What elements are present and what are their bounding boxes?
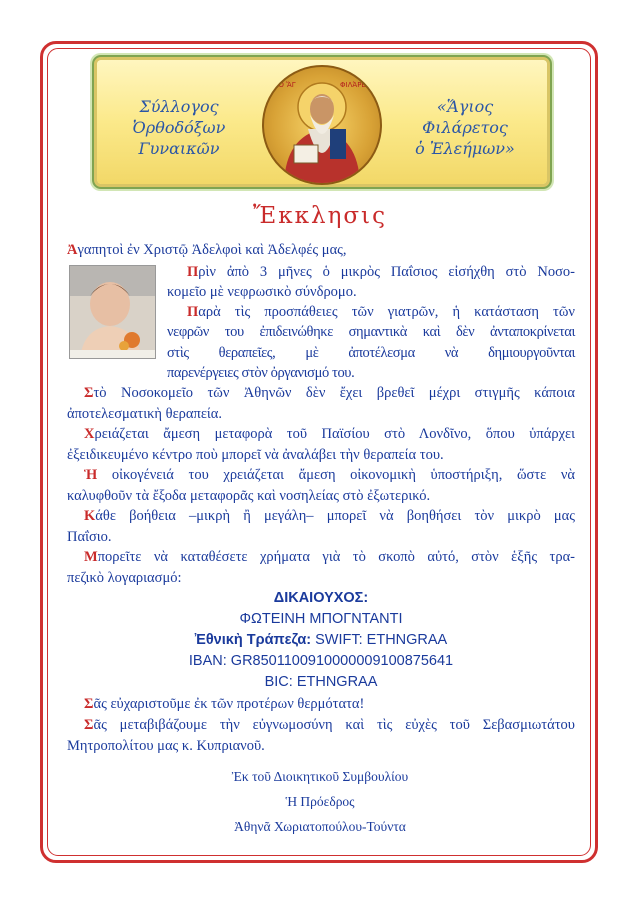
- drop-cap: Σ: [84, 717, 94, 733]
- drop-cap: Ἡ: [84, 467, 98, 483]
- paragraph-line: καλυφθοῦν τὰ ἔξοδα μεταφορᾶς καὶ νοσηλείας στὸ ἐξωτερικό.: [67, 487, 431, 504]
- paragraph-line: οἰκογένειά του χρειάζεται ἄμεση οἰκονομικὴ ὑποστήριξη, ὥστε νὰ: [97, 467, 575, 483]
- paragraph-line: νεφρῶν του ἐπιδεινώθηκε σημαντικὰ καὶ δὲν ἀνταποκρίνεται: [167, 324, 575, 340]
- paragraph-line: ᾶς εὐχαριστοῦμε ἐκ τῶν προτέρων θερμότατα!: [93, 696, 365, 712]
- saint-icon-image: [262, 65, 382, 185]
- paragraph-7: [67, 547, 575, 588]
- drop-cap: Σ: [84, 696, 94, 712]
- paragraph-line: παρενέργειες στὸν ὀργανισμό του.: [167, 365, 355, 381]
- icon-label-left: Ὁ ἍΓ: [278, 81, 296, 89]
- beneficiary-name: ΦΩΤΕΙΝΗ ΜΠΟΓΝΤΑΝΤΙ: [239, 611, 403, 627]
- paragraph-line: κομεῖο μὲ νεφρωσικὸ σύνδρομο.: [167, 284, 357, 300]
- bank-details: [67, 588, 575, 693]
- saint-name-line: Φιλάρετος: [422, 118, 508, 137]
- paragraph-line: πορεῖτε νὰ καταθέσετε χρήματα γιὰ τὸ σκοπὸ αὐτό, στὸν ἑξῆς τρα-: [97, 549, 575, 565]
- drop-cap: Π: [187, 304, 199, 320]
- paragraph-2-cont: [167, 322, 575, 384]
- paragraph-line: Παΐσιο.: [67, 528, 112, 545]
- paragraph-line: ἐξειδικευμένο κέντρο ποὺ μπορεῖ νὰ ἀναλάβει τὴν θεραπεία του.: [67, 446, 444, 463]
- association-name-line: Ὀρθοδόξων: [132, 118, 226, 137]
- association-name: [104, 96, 254, 159]
- icon-label-right: ΦΙΛΆΡΕΤΟΣ: [340, 81, 381, 89]
- swift-code: SWIFT: ETHNGRAA: [315, 632, 448, 648]
- paragraph-1-cont: [167, 282, 575, 303]
- association-name-line: Σύλλογος: [139, 97, 219, 116]
- saint-name-line: ὁ Ἐλεήμων»: [415, 139, 515, 158]
- greeting: [67, 240, 575, 261]
- drop-cap: Π: [187, 264, 199, 280]
- beneficiary-label: ΔΙΚΑΙΟΥΧΟΣ:: [273, 590, 369, 606]
- bic-code: BIC: ETHNGRAA: [264, 674, 378, 690]
- paragraph-line: άθε βοήθεια –μικρὴ ἢ μεγάλη– μπορεῖ νὰ βοηθήσει τὸν μικρὸ μας: [95, 508, 575, 524]
- signature-from: Ἐκ τοῦ Διοικητικοῦ Συμβουλίου: [231, 769, 409, 784]
- closing-1: [67, 694, 575, 715]
- signature-role: Ἡ Πρόεδρος: [285, 794, 355, 809]
- drop-cap: Μ: [84, 549, 98, 565]
- saint-name-line: «Ἅγιος: [436, 97, 494, 116]
- paragraph-4: [67, 424, 575, 465]
- paragraph-1: [187, 262, 575, 283]
- signature-name: Ἀθηνᾶ Χωριατοπούλου-Τούντα: [234, 819, 406, 834]
- paragraph-line: πεζικὸ λογαριασμό:: [67, 569, 182, 586]
- paragraph-line: στὶς θεραπεῖες, μὲ ἀποτέλεσμα νὰ δημιουργοῦνται: [167, 344, 575, 361]
- paragraph-line: αρὰ τὶς προσπάθειες τῶν γιατρῶν, ἡ κατάσταση τῶν: [198, 304, 575, 320]
- drop-cap: Σ: [84, 385, 94, 401]
- paragraph-3: [67, 383, 575, 424]
- closing-2: [67, 715, 575, 756]
- paragraph-line: ᾶς μεταβιβάζουμε τὴν εὐγνωμοσύνη καὶ τὶς εὐχὲς τοῦ Σεβασμιωτάτου: [93, 717, 575, 733]
- paragraph-line: ρειάζεται ἄμεση μεταφορὰ τοῦ Παϊσίου στὸ Λονδῖνο, ὅπου ὑπάρχει: [94, 426, 575, 442]
- bank-label: Ἐθνικὴ Τράπεζα:: [194, 632, 312, 648]
- iban: IBAN: GR8501100910000009100875641: [188, 653, 454, 669]
- saint-name: [390, 96, 540, 159]
- drop-cap: Ἀ: [67, 242, 78, 258]
- paragraph-5: [67, 465, 575, 506]
- child-photo: [69, 265, 156, 359]
- page-title: Ἔκκλησις: [253, 203, 387, 229]
- paragraph-6: [67, 506, 575, 547]
- paragraph-2: [187, 302, 575, 323]
- drop-cap: Κ: [84, 508, 96, 524]
- drop-cap: Χ: [84, 426, 95, 442]
- paragraph-line: ἀποτελεσματικὴ θεραπεία.: [67, 405, 223, 422]
- paragraph-line: ρὶν ἀπὸ 3 μῆνες ὁ μικρὸς Παΐσιος εἰσήχθη στὸ Νοσο-: [198, 264, 575, 280]
- paragraph-line: τὸ Νοσοκομεῖο τῶν Ἀθηνῶν δὲν ἔχει βρεθεῖ μέχρι στιγμῆς κάποια: [93, 385, 575, 401]
- greeting-text: γαπητοὶ ἐν Χριστῷ Ἀδελφοὶ καὶ Ἀδελφές μας,: [77, 242, 347, 258]
- association-name-line: Γυναικῶν: [138, 139, 220, 158]
- paragraph-line: Μητροπολίτου μας κ. Κυπριανοῦ.: [67, 737, 265, 754]
